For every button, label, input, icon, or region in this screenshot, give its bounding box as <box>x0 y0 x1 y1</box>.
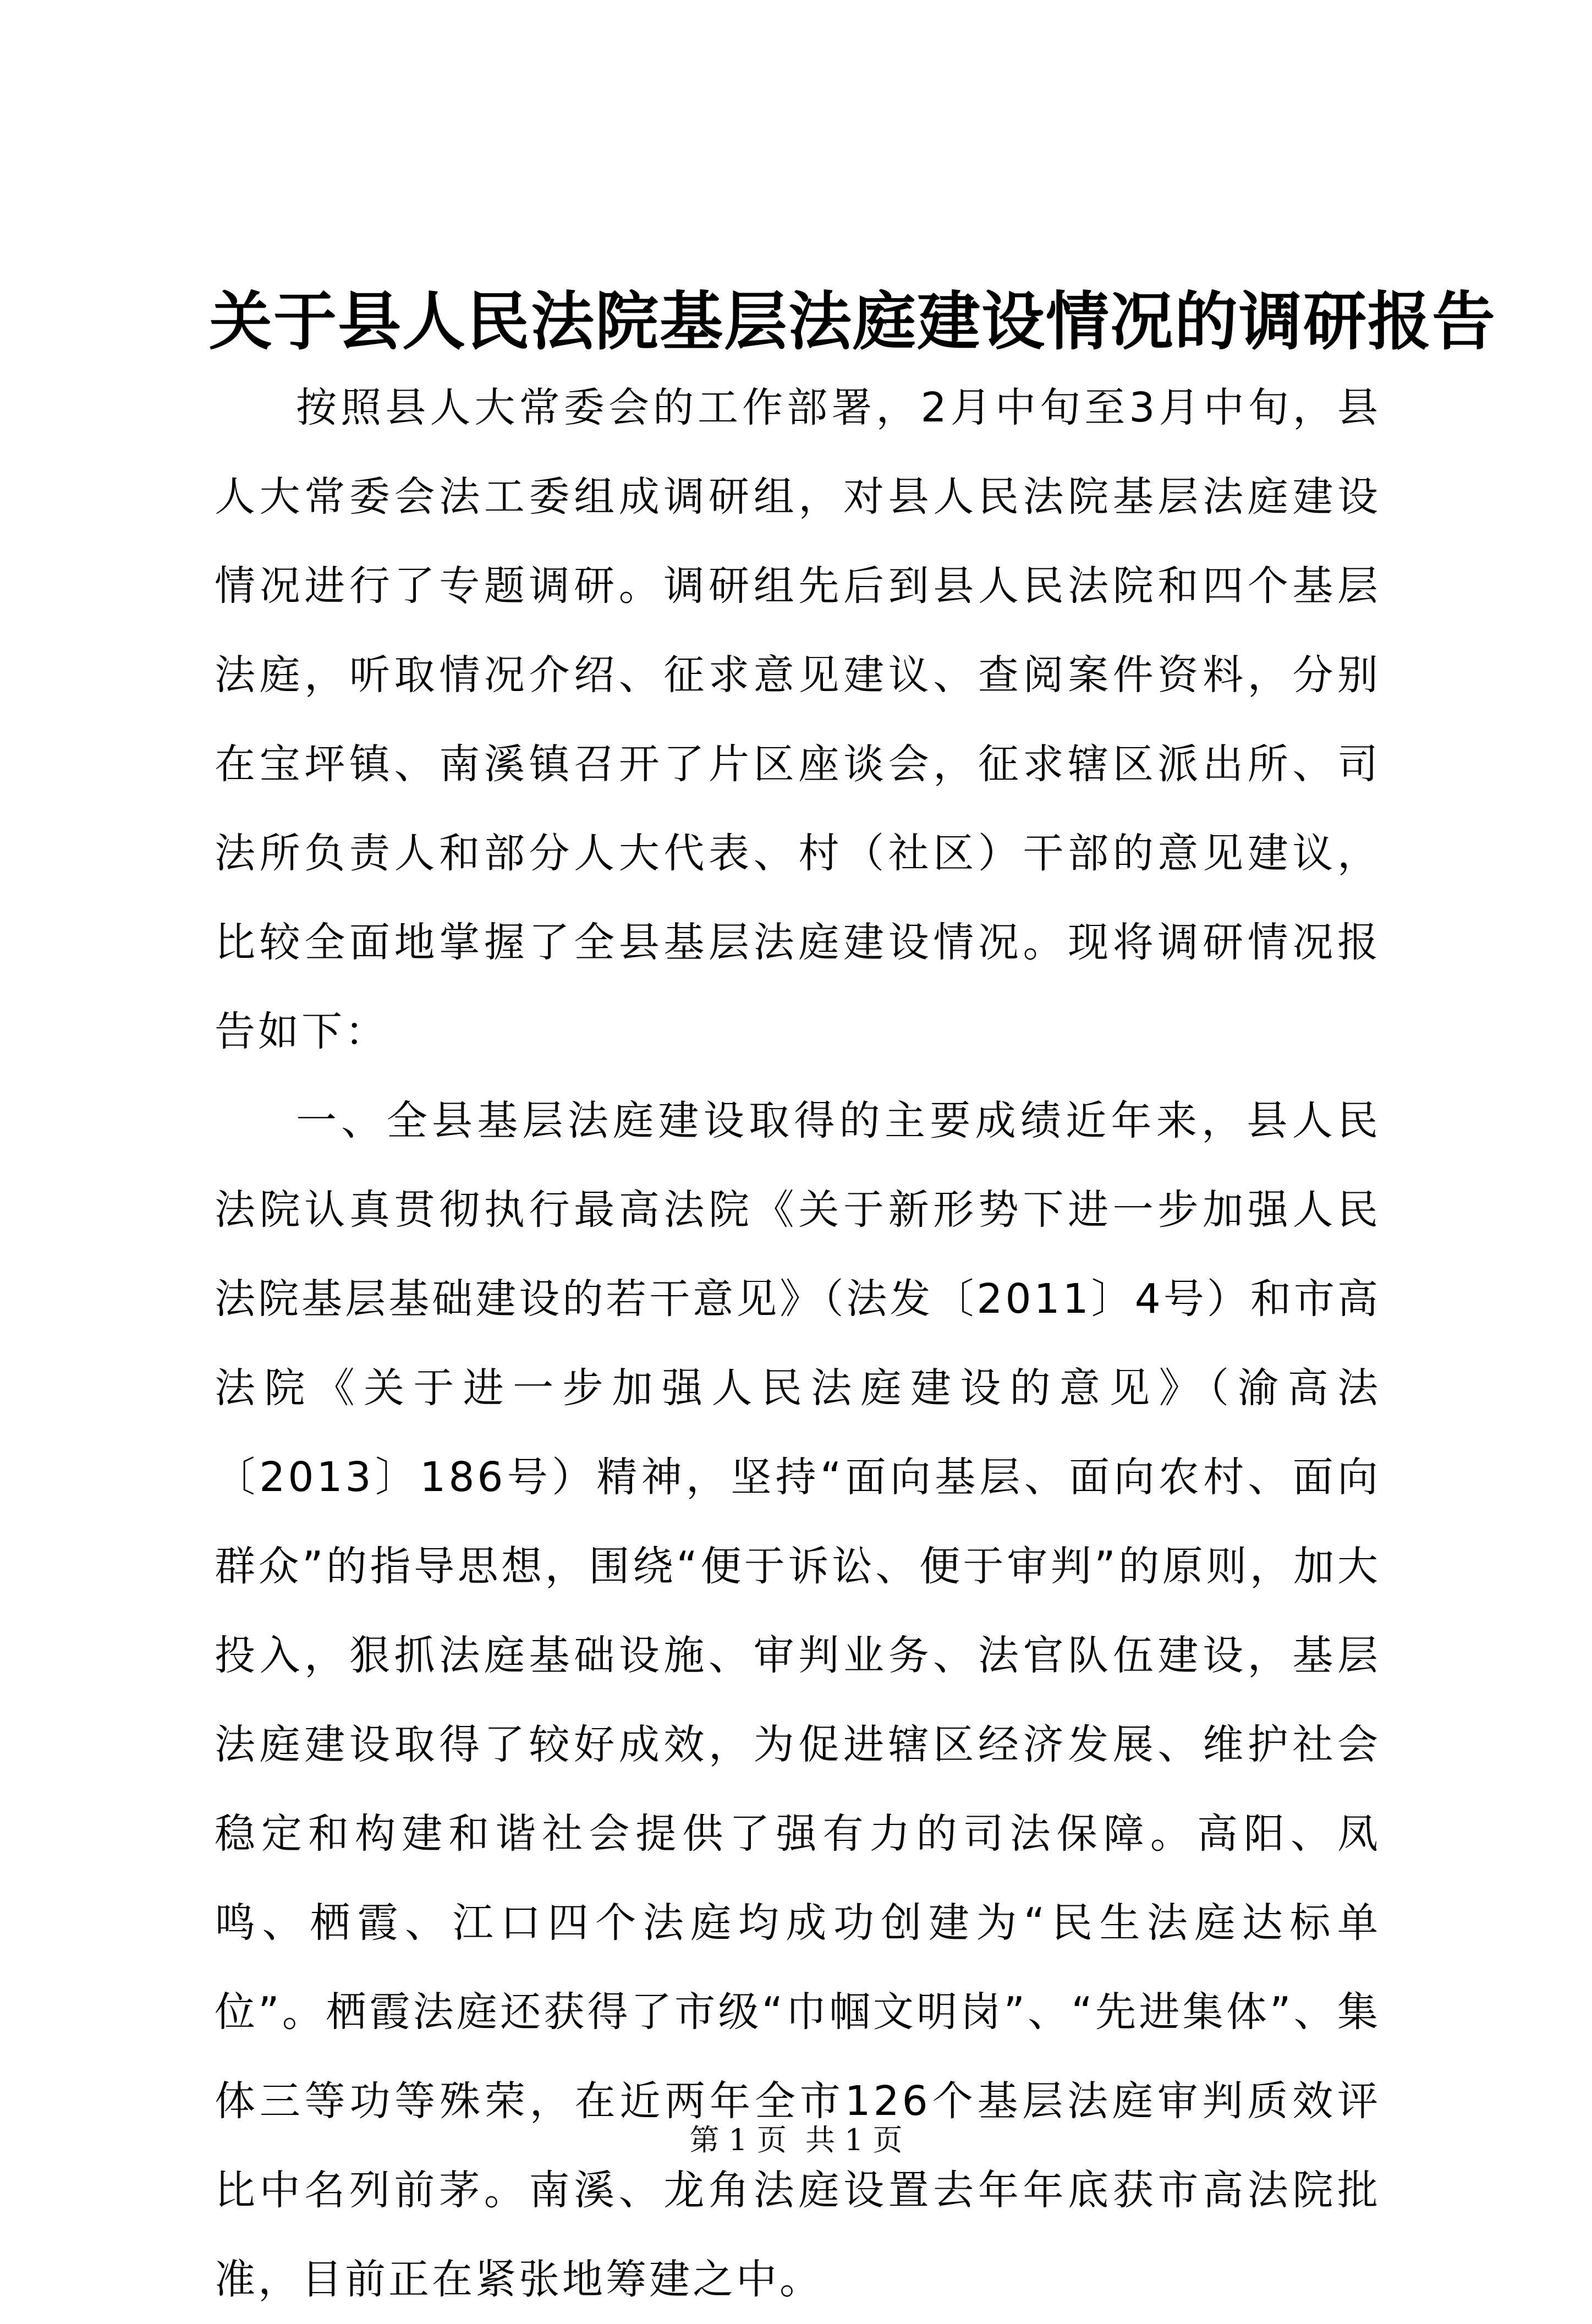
document-body <box>215 363 1381 2324</box>
document-title: 关于县人民法院基层法庭建设情况的调研报告 <box>209 284 1497 359</box>
paragraph-achievements: 一、全县基层法庭建设取得的主要成绩近年来，县人民法院认真贯彻执行最高法院《关于新形势下进一步加强人民法院基层基础建设的若干意见》（法发〔2011〕4号）和市高法院《关于进一步加强人民法庭建设的意见》（渝高法〔2013〕186号）精神，坚持“面向基层、面向农村、面向群众”的指导思想，围绕“便于诉讼、便于审判”的原则，加大投入，狠抓法庭基础设施、审判业务、法官队伍建设，基层法庭建设取得了较好成效，为促进辖区经济发展、维护社会稳定和构建和谐社会提供了强有力的司法保障。高阳、凤鸣、栖霞、江口四个法庭均成功创建为“民生法庭达标单位”。栖霞法庭还获得了市级“巾帼文明岗”、“先进集体”、集体三等功等殊荣，在近两年全市126个基层法庭审判质效评比中名列前茅。南溪、龙角法庭设置去年年底获市高法院批准，目前正在紧张地筹建之中。 <box>215 1097 1381 2303</box>
page-footer <box>0 2121 1592 2159</box>
page-number: 第 1 页 <box>689 2123 787 2157</box>
paragraph-intro: 按照县人大常委会的工作部署，2月中旬至3月中旬，县人大常委会法工委组成调研组，对县人民法院基层法庭建设情况进行了专题调研。调研组先后到县人民法院和四个基层法庭，听取情况介绍、征求意见建议、查阅案件资料，分别在宝坪镇、南溪镇召开了片区座谈会，征求辖区派出所、司法所负责人和部分人大代表、村（社区）干部的意见建议，比较全面地掌握了全县基层法庭建设情况。现将调研情况报告如下： <box>215 384 1381 1055</box>
page-total: 共 1 页 <box>805 2123 903 2157</box>
